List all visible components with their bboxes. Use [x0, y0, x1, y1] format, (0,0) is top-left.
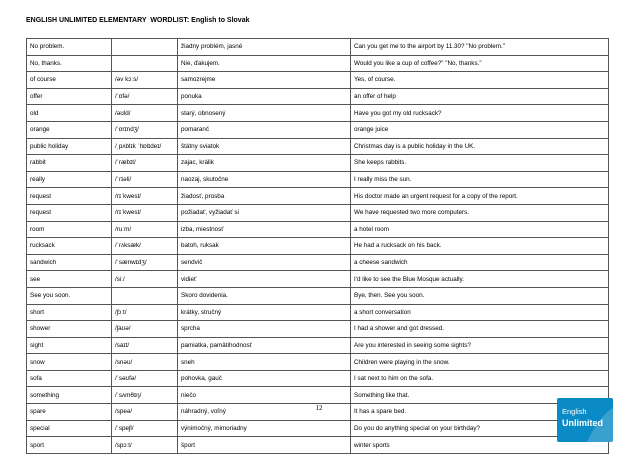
translation-cell: batoh, ruksak [178, 238, 351, 255]
example-cell: I really miss the sun. [351, 171, 609, 188]
translation-cell: žiadosť, prosba [178, 188, 351, 205]
example-cell: orange juice [351, 121, 609, 138]
example-cell: a hotel room [351, 221, 609, 238]
example-cell: a short conversation [351, 304, 609, 321]
translation-cell: žiadny problém, jasné [178, 39, 351, 56]
example-cell: Would you like a cup of coffee?" "No, thanks." [351, 55, 609, 72]
table-row [27, 254, 609, 271]
example-cell: It has a spare bed. [351, 404, 609, 421]
word-cell: No problem. [27, 39, 112, 56]
word-cell: short [27, 304, 112, 321]
example-cell: an offer of help [351, 88, 609, 105]
translation-cell: pohovka, gauč [178, 370, 351, 387]
example-cell: Yes, of course. [351, 72, 609, 89]
translation-cell: sneh [178, 354, 351, 371]
word-cell: sight [27, 337, 112, 354]
word-cell: request [27, 188, 112, 205]
word-cell: sofa [27, 370, 112, 387]
table-row [27, 287, 609, 304]
pronunciation-cell: /ˈrʌksæk/ [112, 238, 178, 255]
table-row [27, 121, 609, 138]
pronunciation-cell: /ʃaʊə/ [112, 321, 178, 338]
pronunciation-cell: /əʊld/ [112, 105, 178, 122]
table-row [27, 39, 609, 56]
pronunciation-cell: /ˈspeʃl/ [112, 420, 178, 437]
example-cell: She keeps rabbits. [351, 155, 609, 172]
logo-line-2: Unlimited [562, 418, 604, 428]
translation-cell: naozaj, skutočne [178, 171, 351, 188]
pronunciation-cell: /rɪˈkwest/ [112, 188, 178, 205]
table-row [27, 304, 609, 321]
example-cell: Something like that. [351, 387, 609, 404]
table-row [27, 204, 609, 221]
word-cell: of course [27, 72, 112, 89]
translation-cell: vidieť [178, 271, 351, 288]
example-cell: Bye, then. See you soon. [351, 287, 609, 304]
translation-cell: sprcha [178, 321, 351, 338]
table-row [27, 72, 609, 89]
word-cell: room [27, 221, 112, 238]
table-row [27, 354, 609, 371]
translation-cell: pamiatka, pamätihodnosť [178, 337, 351, 354]
table-row [27, 370, 609, 387]
word-cell: sandwich [27, 254, 112, 271]
translation-cell: šport [178, 437, 351, 454]
table-row [27, 321, 609, 338]
pronunciation-cell: /speə/ [112, 404, 178, 421]
pronunciation-cell: /rɪˈkwest/ [112, 204, 178, 221]
page-title: ENGLISH UNLIMITED ELEMENTARY WORDLIST: English to Slovak [26, 17, 250, 24]
table-row [27, 387, 609, 404]
translation-cell: krátky, stručný [178, 304, 351, 321]
pronunciation-cell: /ruːm/ [112, 221, 178, 238]
example-cell: His doctor made an urgent request for a copy of the report. [351, 188, 609, 205]
table-row [27, 105, 609, 122]
page-number: 12 [315, 404, 323, 412]
english-unlimited-logo [557, 398, 613, 442]
example-cell: Do you do anything special on your birthday? [351, 420, 609, 437]
wordlist-body [27, 39, 609, 454]
pronunciation-cell: /ˌpʌblɪk ˈhɒlɪdeɪ/ [112, 138, 178, 155]
word-cell: orange [27, 121, 112, 138]
word-cell: snow [27, 354, 112, 371]
word-cell: something [27, 387, 112, 404]
translation-cell: výnimočný, mimoriadny [178, 420, 351, 437]
word-cell: old [27, 105, 112, 122]
example-cell: Children were playing in the snow. [351, 354, 609, 371]
translation-cell: niečo [178, 387, 351, 404]
translation-cell: štátny sviatok [178, 138, 351, 155]
word-cell: spare [27, 404, 112, 421]
example-cell: a cheese sandwich [351, 254, 609, 271]
table-row [27, 55, 609, 72]
word-cell: rucksack [27, 238, 112, 255]
pronunciation-cell [112, 55, 178, 72]
translation-cell: samozrejme [178, 72, 351, 89]
table-row [27, 271, 609, 288]
pronunciation-cell: /əv kɔːs/ [112, 72, 178, 89]
logo-line-1: English [562, 407, 587, 416]
example-cell: He had a rucksack on his back. [351, 238, 609, 255]
example-cell: Are you interested in seeing some sights? [351, 337, 609, 354]
pronunciation-cell: /spɔːt/ [112, 437, 178, 454]
word-cell: shower [27, 321, 112, 338]
table-row [27, 221, 609, 238]
example-cell: winter sports [351, 437, 609, 454]
translation-cell: pomaranč [178, 121, 351, 138]
example-cell: I'd like to see the Blue Mosque actually. [351, 271, 609, 288]
word-cell: No, thanks. [27, 55, 112, 72]
pronunciation-cell: /ˈɒfə/ [112, 88, 178, 105]
pronunciation-cell: /ˈsʌmθɪŋ/ [112, 387, 178, 404]
word-cell: sport [27, 437, 112, 454]
example-cell: We have requested two more computers. [351, 204, 609, 221]
pronunciation-cell: /ˈræbɪt/ [112, 155, 178, 172]
table-row [27, 88, 609, 105]
word-cell: see [27, 271, 112, 288]
translation-cell: Nie, ďakujem. [178, 55, 351, 72]
translation-cell: Skoro dovidenia. [178, 287, 351, 304]
example-cell: I sat next to him on the sofa. [351, 370, 609, 387]
word-cell: request [27, 204, 112, 221]
translation-cell: izba, miestnosť [178, 221, 351, 238]
translation-cell: sendvič [178, 254, 351, 271]
pronunciation-cell: /ˈsænwɪdʒ/ [112, 254, 178, 271]
translation-cell: náhradný, voľný [178, 404, 351, 421]
translation-cell: požiadať, vyžiadať si [178, 204, 351, 221]
table-row [27, 155, 609, 172]
word-cell: rabbit [27, 155, 112, 172]
pronunciation-cell: /ˈrɪəli/ [112, 171, 178, 188]
word-cell: offer [27, 88, 112, 105]
example-cell: Have you got my old rucksack? [351, 105, 609, 122]
word-cell: special [27, 420, 112, 437]
pronunciation-cell: /saɪt/ [112, 337, 178, 354]
translation-cell: ponuka [178, 88, 351, 105]
pronunciation-cell: /siː/ [112, 271, 178, 288]
table-row [27, 420, 609, 437]
pronunciation-cell: /snəʊ/ [112, 354, 178, 371]
pronunciation-cell: /ˈɒrɪndʒ/ [112, 121, 178, 138]
pronunciation-cell [112, 287, 178, 304]
pronunciation-cell: /ʃɔːt/ [112, 304, 178, 321]
table-row [27, 188, 609, 205]
wordlist-table [26, 38, 609, 454]
translation-cell: starý, obnosený [178, 105, 351, 122]
word-cell: public holiday [27, 138, 112, 155]
example-cell: Christmas day is a public holiday in the UK. [351, 138, 609, 155]
table-row [27, 138, 609, 155]
translation-cell: zajac, králik [178, 155, 351, 172]
word-cell: really [27, 171, 112, 188]
table-row [27, 337, 609, 354]
pronunciation-cell: /ˈsəʊfə/ [112, 370, 178, 387]
example-cell: Can you get me to the airport by 11.30? "No problem." [351, 39, 609, 56]
word-cell: See you soon. [27, 287, 112, 304]
table-row [27, 171, 609, 188]
table-row [27, 238, 609, 255]
pronunciation-cell [112, 39, 178, 56]
example-cell: I had a shower and got dressed. [351, 321, 609, 338]
